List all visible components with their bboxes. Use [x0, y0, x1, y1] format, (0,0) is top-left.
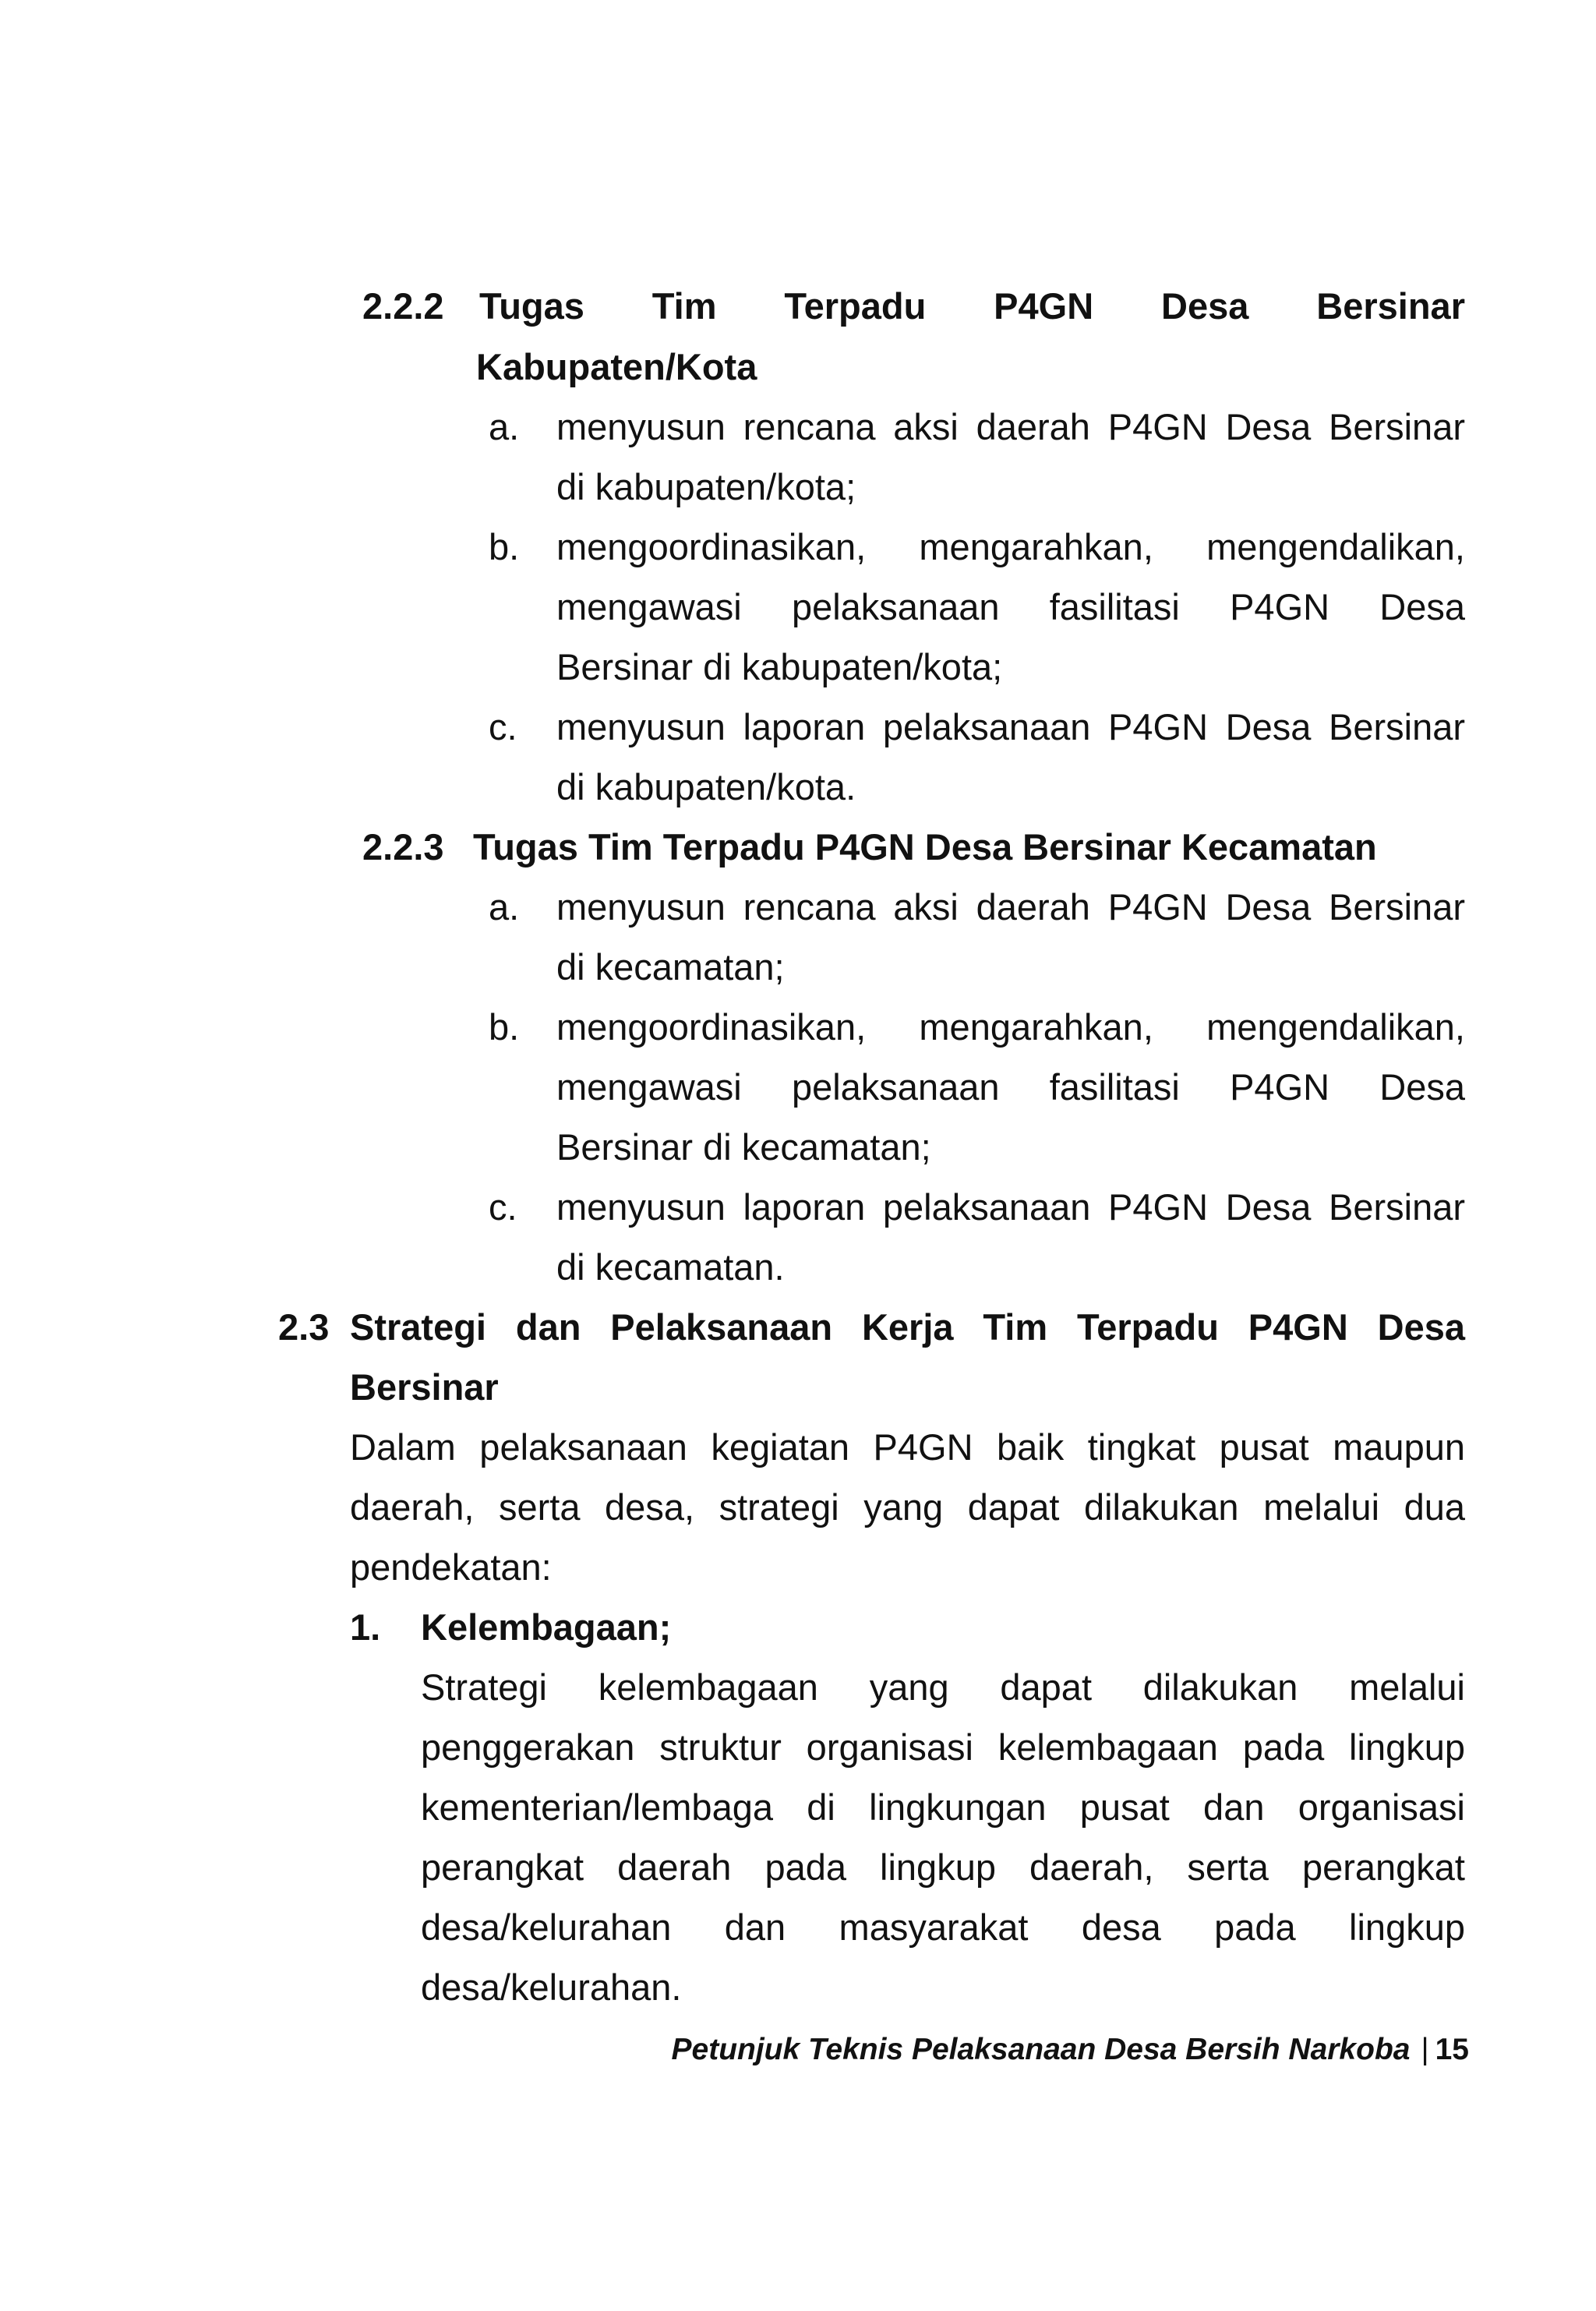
- list-item-text: menyusun rencana aksi daerah P4GN Desa Bersinar: [556, 886, 1465, 928]
- section-number-2-2-2: 2.2.2: [362, 285, 444, 327]
- list-item-text: di kecamatan;: [556, 946, 785, 988]
- paragraph-line: kementerian/lembaga di lingkungan pusat dan organisasi: [421, 1786, 1465, 1828]
- list-marker-c: c.: [489, 1186, 517, 1228]
- section-title-2-2-2-cont: Kabupaten/Kota: [476, 346, 757, 387]
- numbered-item-marker: 1.: [350, 1606, 381, 1648]
- section-number-2-2-3: 2.2.3: [362, 826, 444, 868]
- numbered-item-title: Kelembagaan;: [421, 1606, 672, 1648]
- footer-title: Petunjuk Teknis Pelaksanaan Desa Bersih Narkoba: [671, 2033, 1411, 2066]
- list-item-text: Bersinar di kecamatan;: [556, 1126, 931, 1168]
- list-marker-a: a.: [489, 406, 520, 447]
- list-marker-b: b.: [489, 526, 520, 567]
- paragraph-line: perangkat daerah pada lingkup daerah, serta perangkat: [421, 1846, 1465, 1888]
- list-item-text: menyusun laporan pelaksanaan P4GN Desa Bersinar: [556, 1186, 1465, 1228]
- list-marker-b: b.: [489, 1006, 520, 1048]
- paragraph-line: Strategi kelembagaan yang dapat dilakukan melalui: [421, 1666, 1465, 1708]
- list-item-text: Bersinar di kabupaten/kota;: [556, 646, 1003, 687]
- list-item-text: di kabupaten/kota.: [556, 766, 856, 807]
- section-title-2-3: Strategi dan Pelaksanaan Kerja Tim Terpadu P4GN Desa: [350, 1306, 1465, 1348]
- list-item-text: mengawasi pelaksanaan fasilitasi P4GN Desa: [556, 586, 1465, 627]
- list-item-text: di kabupaten/kota;: [556, 466, 856, 507]
- paragraph-line: desa/kelurahan.: [421, 1966, 682, 2008]
- footer-separator: |: [1421, 2033, 1429, 2066]
- list-item-text: menyusun laporan pelaksanaan P4GN Desa Bersinar: [556, 706, 1465, 747]
- paragraph-line: desa/kelurahan dan masyarakat desa pada lingkup: [421, 1906, 1465, 1948]
- list-item-text: di kecamatan.: [556, 1246, 785, 1288]
- list-marker-a: a.: [489, 886, 520, 928]
- page-footer: [647, 2030, 1469, 2069]
- list-item-text: menyusun rencana aksi daerah P4GN Desa Bersinar: [556, 406, 1465, 447]
- list-item-text: mengoordinasikan, mengarahkan, mengendalikan,: [556, 526, 1465, 567]
- section-title-2-3-cont: Bersinar: [350, 1366, 499, 1408]
- section-number-2-3: 2.3: [278, 1306, 330, 1348]
- paragraph-line: penggerakan struktur organisasi kelembagaan pada lingkup: [421, 1726, 1465, 1768]
- paragraph-line: daerah, serta desa, strategi yang dapat dilakukan melalui dua: [350, 1486, 1465, 1528]
- list-item-text: mengawasi pelaksanaan fasilitasi P4GN Desa: [556, 1066, 1465, 1108]
- list-item-text: mengoordinasikan, mengarahkan, mengendalikan,: [556, 1006, 1465, 1048]
- list-marker-c: c.: [489, 706, 517, 747]
- page-number: 15: [1435, 2033, 1469, 2066]
- paragraph-line: Dalam pelaksanaan kegiatan P4GN baik tingkat pusat maupun: [350, 1426, 1465, 1468]
- section-title-2-2-2: Tugas Tim Terpadu P4GN Desa Bersinar: [479, 285, 1465, 327]
- paragraph-line: pendekatan:: [350, 1546, 552, 1588]
- section-title-2-2-3: Tugas Tim Terpadu P4GN Desa Bersinar Kecamatan: [473, 826, 1377, 868]
